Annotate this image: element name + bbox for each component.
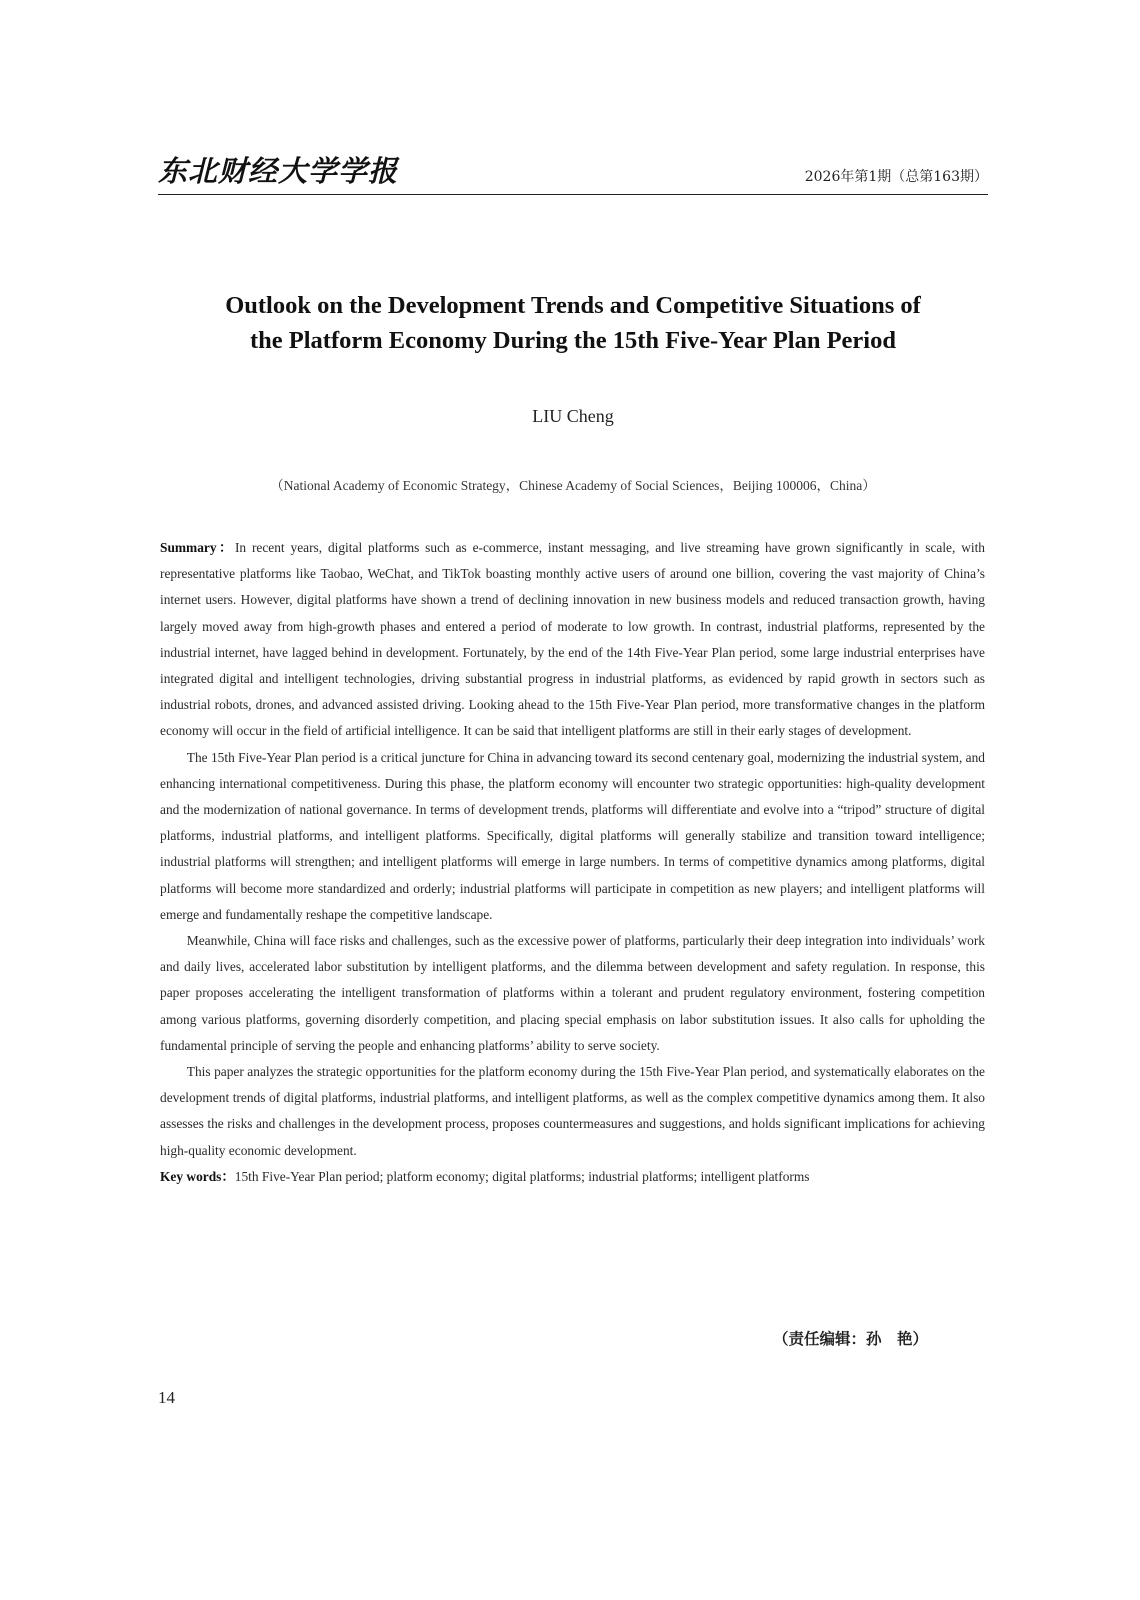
running-header — [158, 150, 988, 194]
abstract-paragraph-2: The 15th Five-Year Plan period is a critical juncture for China in advancing toward its second centenary goal, modernizing the industrial system, and enhancing international competitiveness. During this phase, the platform economy will encounter two strategic opportunities: high-quality development and the modernization of national governance. In terms of development trends, platforms will differentiate and evolve into a “tripod” structure of digital platforms, industrial platforms, and intelligent platforms. Specifically, digital platforms will generally stabilize and transition toward intelligence; industrial platforms will strengthen; and intelligent platforms will emerge in large numbers. In terms of competitive dynamics among platforms, digital platforms will become more standardized and orderly; industrial platforms will participate in competition as new players; and intelligent platforms will emerge and fundamentally reshape the competitive landscape. — [160, 749, 985, 922]
title-line-2: the Platform Economy During the 15th Five-Year Plan Period — [250, 327, 896, 354]
summary-paragraph — [160, 535, 985, 745]
issue-info: 2026年第1期（总第163期） — [804, 169, 988, 185]
keywords-line — [160, 1164, 985, 1190]
summary-label: Summary： — [160, 540, 235, 555]
article-title — [158, 288, 988, 358]
abstract-paragraph-4: This paper analyzes the strategic opportunities for the platform economy during the 15th Five-Year Plan period, and systematically elaborates on the development trends of digital platforms, industrial platforms, and intelligent platforms, as well as the complex competitive dynamics among them. It also assesses the risks and challenges in the development process, proposes countermeasures and suggestions, and holds significant implications for achieving high-quality economic development. — [160, 1064, 985, 1158]
keywords-text: 15th Five-Year Plan period; platform economy; digital platforms; industrial platforms; intelligent platforms — [234, 1168, 810, 1184]
title-line-1: Outlook on the Development Trends and Competitive Situations of — [225, 292, 921, 319]
keywords-label: Key words： — [160, 1168, 235, 1184]
abstract-paragraph-3: Meanwhile, China will face risks and challenges, such as the excessive power of platforms, particularly their deep integration into individuals’ work and daily lives, accelerated labor substitution by intelligent platforms, and the dilemma between development and safety regulation. In response, this paper proposes accelerating the intelligent transformation of platforms within a tolerant and prudent regulatory environment, fostering competition among various platforms, governing disorderly competition, and placing special emphasis on labor substitution issues. It also calls for upholding the fundamental principle of serving the people and enhancing platforms’ ability to serve society. — [160, 933, 985, 1053]
header-divider — [158, 194, 988, 195]
journal-name: 东北财经大学学报 — [158, 154, 399, 188]
page-number: 14 — [158, 1388, 175, 1407]
author-affiliation: （National Academy of Economic Strategy，Chinese Academy of Social Sciences，Beijing 100006，China） — [270, 478, 876, 493]
responsible-editor: （责任编辑：孙 艳） — [772, 1330, 928, 1348]
abstract — [160, 535, 985, 1190]
summary-text: In recent years, digital platforms such as e-commerce, instant messaging, and live streaming have grown significantly in scale, with representative platforms like Taobao, WeChat, and TikTok boasting monthly active users of around one billion, covering the vast majority of China’s internet users. However, digital platforms have shown a trend of declining innovation in new business models and reduced transaction growth, having largely moved away from high-growth phases and entered a period of moderate to low growth. In contrast, industrial platforms, represented by the industrial internet, have lagged behind in development. Fortunately, by the end of the 14th Five-Year Plan period, some large industrial enterprises have integrated digital and intelligent technologies, driving substantial progress in industrial platforms, as evidenced by rapid growth in sectors such as industrial robots, drones, and advanced assisted driving. Looking ahead to the 15th Five-Year Plan period, more transformative changes in the platform economy will occur in the field of artificial intelligence. It can be said that intelligent platforms are still in their early stages of development. — [160, 540, 985, 739]
author-name: LIU Cheng — [532, 406, 614, 426]
